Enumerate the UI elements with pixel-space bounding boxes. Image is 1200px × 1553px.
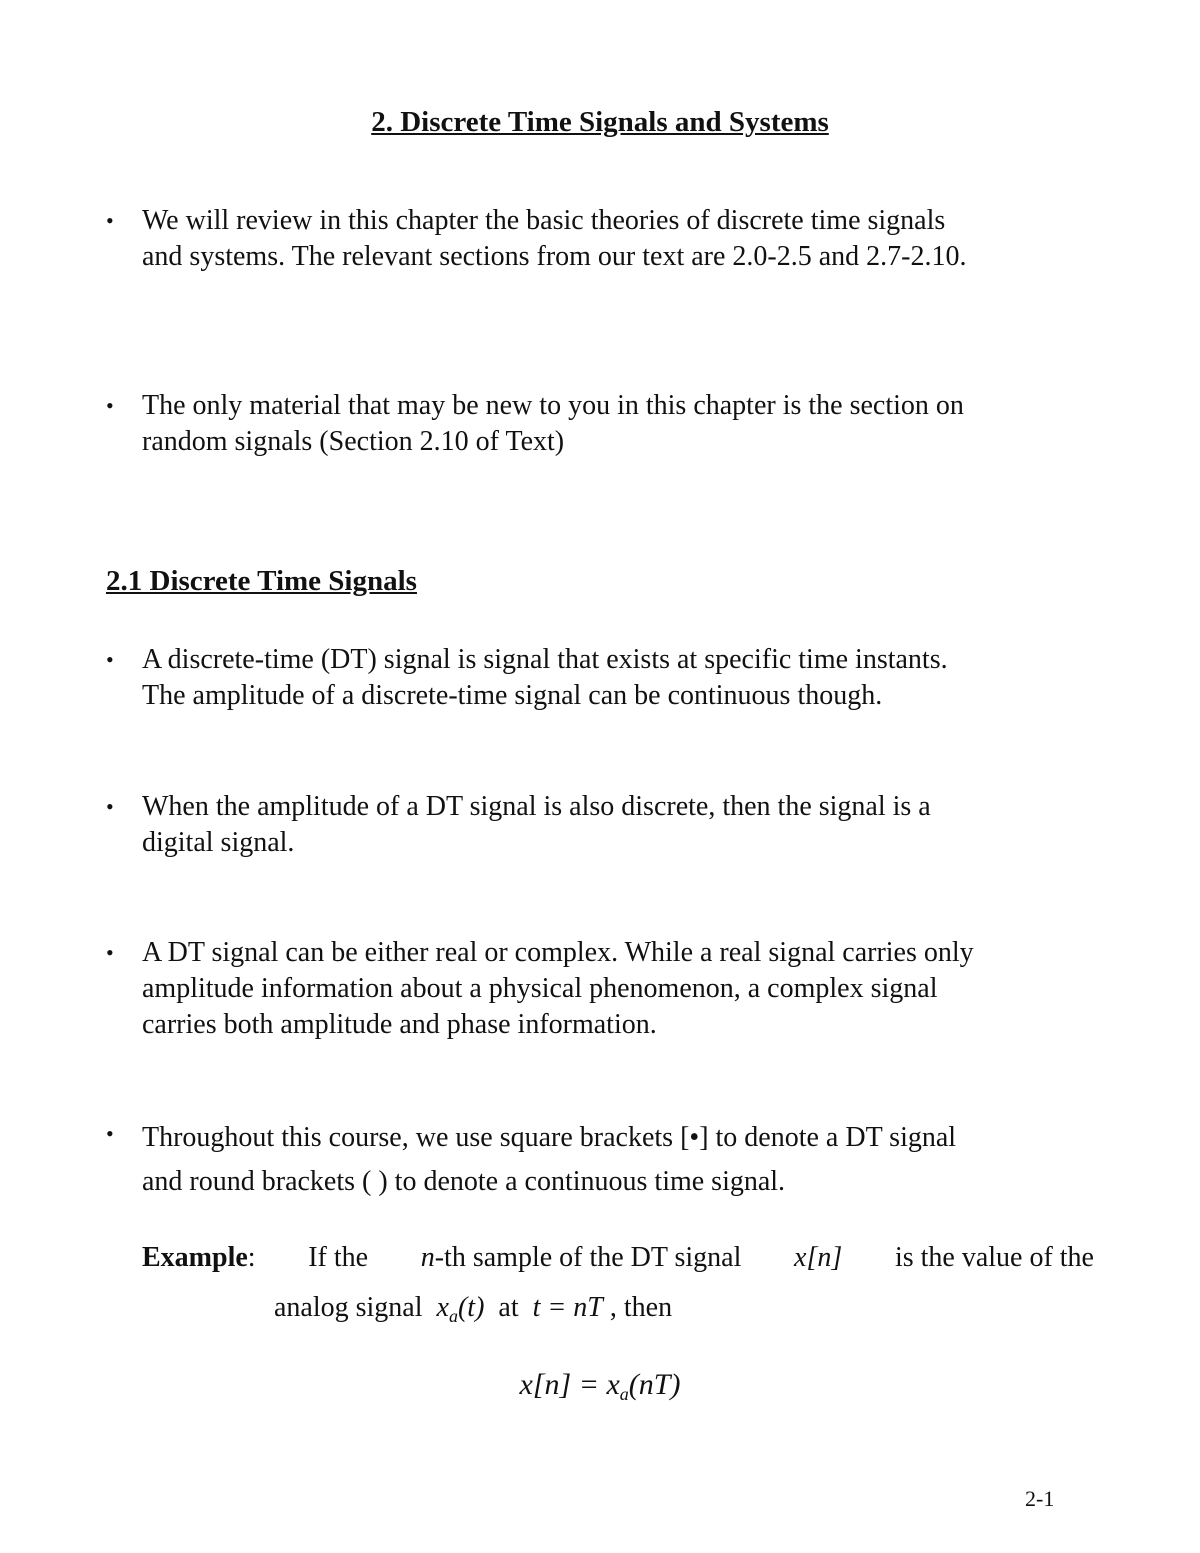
example-block [142,1238,1094,1336]
bullet-text [142,388,1094,460]
text-line: The amplitude of a discrete-time signal can be continuous though. [142,680,883,711]
text-line: carries both amplitude and phase information. [142,1009,657,1040]
math-n: n [420,1242,435,1273]
bullet-icon: • [106,393,114,418]
bullet-text [142,642,1094,714]
equation-rhs: (nT) [628,1368,681,1401]
example-colon: : [247,1242,256,1273]
math-x-n: x[n] [794,1242,843,1273]
bullet-icon: • [106,208,114,233]
text-line: The only material that may be new to you in this chapter is the section on [142,390,964,421]
page-title: 2. Discrete Time Signals and Systems [371,106,829,138]
example-text: If the [308,1242,369,1273]
bullet-icon: • [106,1121,114,1146]
example-text: , then [609,1292,673,1323]
text-line: digital signal. [142,827,295,858]
example-row [142,1238,1094,1278]
bullet-item [106,1116,1094,1204]
example-lead [142,1238,256,1278]
math-x: x [436,1292,449,1323]
bullet-item [106,388,1094,460]
bullet-text [142,935,1094,1043]
bullet-icon: • [106,647,114,672]
text-line: random signals (Section 2.10 of Text) [142,426,565,457]
example-text: at [498,1292,519,1323]
text-line: A DT signal can be either real or complex. While a real signal carries only [142,937,974,968]
bullet-item [106,789,1094,861]
example-text: -th sample of the DT signal [434,1242,742,1273]
text-line: Throughout this course, we use square brackets [•] to denote a DT signal [142,1122,957,1153]
page-number: 2-1 [1025,1486,1055,1511]
example-text: analog signal [274,1292,423,1323]
text-line: When the amplitude of a DT signal is also discrete, then the signal is a [142,791,931,822]
text-line: A discrete-time (DT) signal is signal that exists at specific time instants. [142,644,948,675]
example-label: Example [142,1242,248,1273]
example-row [142,1288,1094,1336]
text-line: and round brackets ( ) to denote a continuous time signal. [142,1166,786,1197]
equation-lhs: x[n] = x [519,1368,620,1401]
section-heading: 2.1 Discrete Time Signals [106,565,417,597]
bullet-item [106,642,1094,714]
text-line: and systems. The relevant sections from our text are 2.0-2.5 and 2.7-2.10. [142,241,967,272]
math-subscript: a [448,1306,458,1326]
example-index-phrase [421,1238,742,1278]
math-arg: (t) [457,1292,485,1323]
equation-subscript: a [619,1384,629,1404]
bullet-item [106,203,1094,275]
bullet-text [142,203,1094,275]
example-text: is the value of the [894,1242,1094,1273]
math-t-equals: t = nT [532,1292,603,1323]
bullet-icon: • [106,940,114,965]
equation [0,1368,1200,1405]
text-line: amplitude information about a physical phenomenon, a complex signal [142,973,938,1004]
bullet-icon: • [106,794,114,819]
text-line: We will review in this chapter the basic theories of discrete time signals [142,205,946,236]
bullet-text [142,789,1094,861]
bullet-item [106,935,1094,1043]
bullet-text [142,1116,1094,1204]
